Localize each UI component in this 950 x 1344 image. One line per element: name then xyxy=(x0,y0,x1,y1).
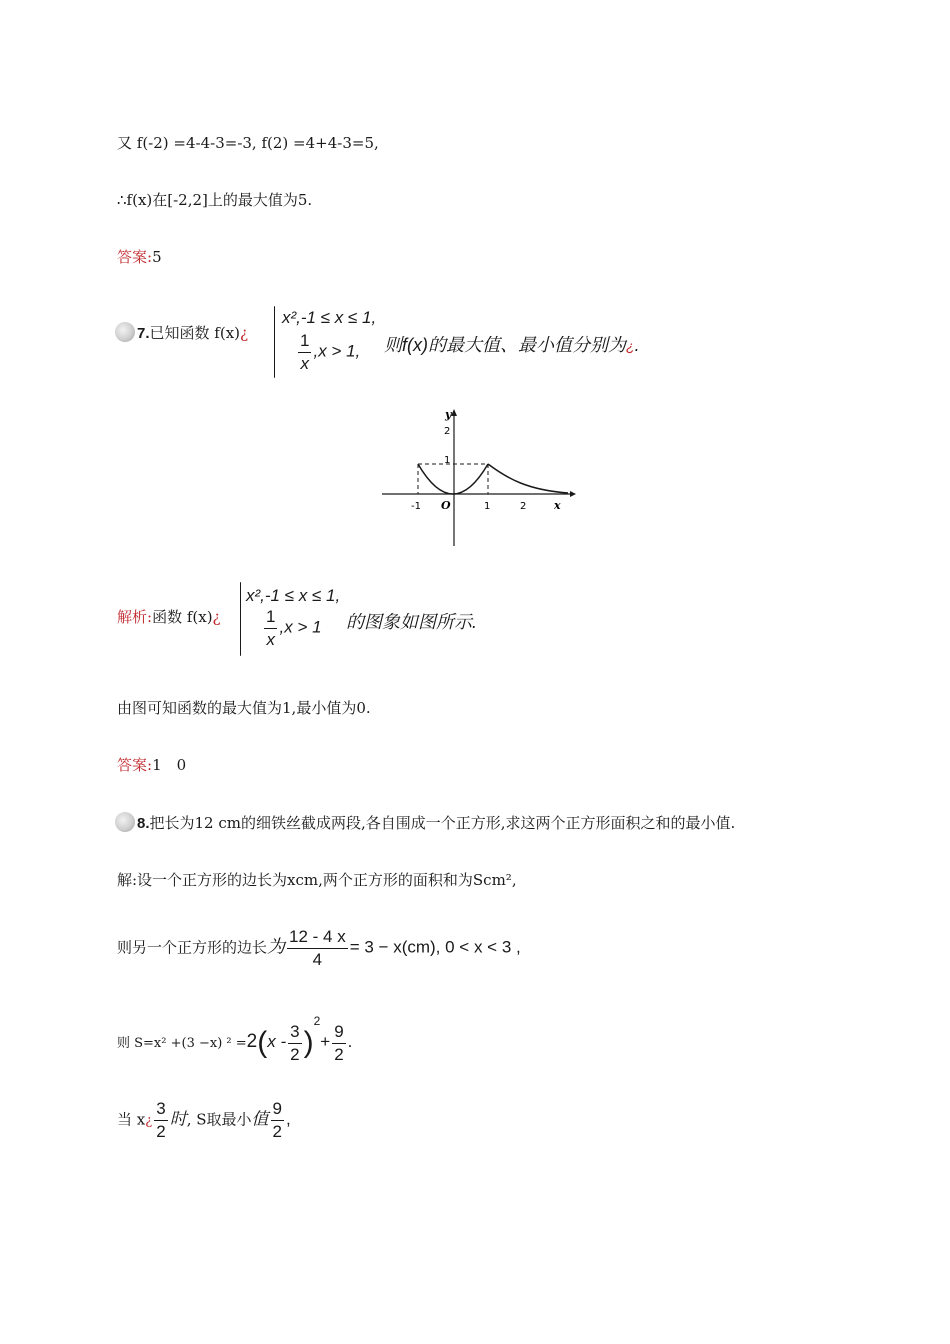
parabola-curve xyxy=(418,464,488,494)
text-shi: 时 xyxy=(169,1109,187,1130)
origin-label: O xyxy=(441,499,451,512)
tail-text: 则f(x)的最大值、最小值分别为 xyxy=(384,335,626,355)
conclusion-7: 由图可知函数的最大值为1,最小值为0. xyxy=(117,699,371,717)
question-7-lead xyxy=(115,322,248,344)
analysis-lead xyxy=(117,606,221,627)
x-minus: x - xyxy=(267,1032,287,1051)
end-dot: . xyxy=(347,1032,353,1051)
equation-prefix: 则 S=x² +(3 −x) ² = xyxy=(117,1036,247,1051)
equation-rest: = 3 − x(cm), 0 < x < 3 , xyxy=(349,937,521,957)
text-wei: 为 xyxy=(267,936,286,958)
line-text: f(-2) =4-4-3=-3, f(2) =4+4-3=5, xyxy=(136,134,379,152)
question-number: 8. xyxy=(137,815,150,832)
solution-line-max: ∴f(x)在[-2,2]上的最大值为5. xyxy=(117,191,313,209)
solution-8-line-3 xyxy=(117,1014,352,1066)
answer-label: 答案: xyxy=(117,248,153,266)
y-axis-arrow xyxy=(451,409,457,416)
x-tick-1: 1 xyxy=(484,501,491,512)
piecewise-brace xyxy=(240,582,241,656)
answer-label: 答案: xyxy=(117,756,153,774)
paren-close: ) xyxy=(303,1026,314,1059)
y-tick-1: 1 xyxy=(444,455,451,466)
garbled-mark: ¿ xyxy=(145,1113,153,1129)
numerator: 12 - 4 x xyxy=(287,926,348,949)
question-text: 把长为12 cm的细铁丝截成两段,各自围成一个正方形,求这两个正方形面积之和的最小值. xyxy=(149,814,736,832)
y-axis-label: y xyxy=(445,408,452,421)
answer-value: 1 0 xyxy=(152,756,187,774)
fraction xyxy=(332,1021,345,1066)
fraction xyxy=(271,1098,284,1143)
piecewise-case-1: x²,-1 ≤ x ≤ 1, xyxy=(282,308,377,327)
function-graph xyxy=(378,404,578,554)
x-tick-2: 2 xyxy=(520,501,527,512)
denominator: x xyxy=(300,354,309,373)
numerator: 9 xyxy=(271,1098,284,1121)
numerator: 1 xyxy=(298,330,311,353)
question-number: 7. xyxy=(137,325,150,342)
end-comma: , xyxy=(285,1109,291,1129)
answer-value: 5 xyxy=(152,248,162,266)
y-tick-2: 2 xyxy=(444,426,451,437)
fraction xyxy=(264,606,277,651)
solution-8-line-1: 解:设一个正方形的边长为xcm,两个正方形的面积和为Scm², xyxy=(117,871,517,889)
bullet-icon xyxy=(115,322,135,342)
condition: ,x > 1, xyxy=(313,341,361,361)
answer-7 xyxy=(117,754,186,775)
denominator: 2 xyxy=(272,1122,282,1141)
question-lead: 已知函数 f(x) xyxy=(149,324,240,342)
bullet-icon xyxy=(115,812,135,832)
text-mid: , S取最小 xyxy=(186,1110,252,1129)
plus: + xyxy=(320,1032,331,1051)
analysis-case-1: x²,-1 ≤ x ≤ 1, xyxy=(246,586,341,605)
condition: ,x > 1 xyxy=(279,617,322,637)
coef: 2 xyxy=(246,1031,258,1052)
x-axis-label: x xyxy=(554,499,561,512)
denominator: 2 xyxy=(334,1044,344,1064)
analysis-lead-text: 函数 f(x) xyxy=(152,608,213,626)
analysis-tail: 的图象如图所示. xyxy=(346,612,478,632)
denominator: x xyxy=(266,630,275,649)
exponent: 2 xyxy=(313,1014,321,1028)
denominator: 4 xyxy=(312,950,323,969)
denominator: 2 xyxy=(156,1122,166,1141)
garbled-mark: ¿ xyxy=(626,338,635,354)
garbled-mark: ¿ xyxy=(212,608,221,626)
denominator: 2 xyxy=(290,1044,300,1064)
analysis-label: 解析: xyxy=(117,608,153,626)
numerator: 3 xyxy=(154,1098,167,1121)
text-prefix: 则另一个正方形的边长 xyxy=(117,938,268,957)
fraction xyxy=(154,1098,167,1143)
fraction xyxy=(287,926,348,971)
paren-open: ( xyxy=(257,1026,268,1059)
tail-end: . xyxy=(634,335,640,355)
text-prefix: 当 x xyxy=(117,1110,146,1129)
reciprocal-curve xyxy=(488,464,568,493)
fraction xyxy=(288,1021,301,1066)
garbled-mark: ¿ xyxy=(240,324,249,342)
line-prefix: 又 xyxy=(117,134,137,152)
solution-8-line-2 xyxy=(117,926,521,971)
numerator: 3 xyxy=(288,1021,301,1044)
numerator: 9 xyxy=(332,1021,345,1044)
solution-8-line-4 xyxy=(117,1098,291,1143)
text-zhi: 值 xyxy=(251,1109,269,1130)
question-8 xyxy=(115,812,735,834)
piecewise-brace xyxy=(274,306,275,378)
fraction xyxy=(298,330,311,375)
analysis-case-2 xyxy=(262,606,322,651)
x-tick-minus1: -1 xyxy=(411,501,421,512)
x-axis-arrow xyxy=(570,491,576,497)
solution-line-values xyxy=(117,132,379,153)
answer-6 xyxy=(117,246,162,267)
question-7-tail xyxy=(384,331,640,357)
numerator: 1 xyxy=(264,606,277,629)
piecewise-case-2 xyxy=(296,330,360,375)
